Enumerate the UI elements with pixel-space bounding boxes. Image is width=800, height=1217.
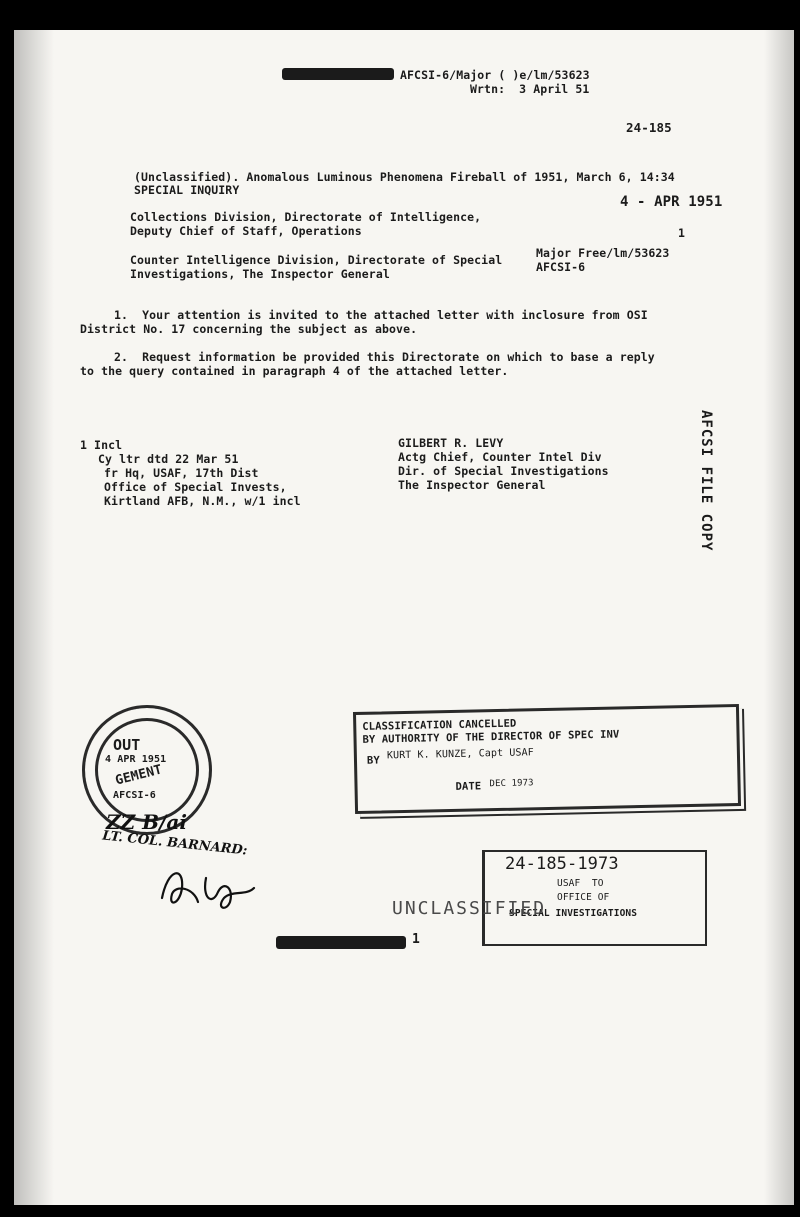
cancelled-date-value: DEC 1973 xyxy=(489,778,534,790)
cancelled-date-label: DATE xyxy=(455,780,482,793)
seal-word: GEMENT xyxy=(113,762,164,789)
office-reference: AFCSI-6/Major ( )e/lm/53623 xyxy=(400,68,590,82)
subject-line: (Unclassified). Anomalous Luminous Phenomena Fireball of 1951, March 6, 14:34 xyxy=(134,170,675,184)
document-page xyxy=(14,30,794,1205)
seal-date: 4 APR 1951 xyxy=(105,754,167,765)
sender-line-1: Counter Intelligence Division, Directorate of Special xyxy=(130,253,503,267)
inclosure-line-4: Office of Special Invests, xyxy=(104,480,287,494)
paragraph-1-line-1: 1. Your attention is invited to the attached letter with inclosure from OSI xyxy=(114,308,648,322)
sender-office: AFCSI-6 xyxy=(536,260,586,274)
ref-number: 24-185-1973 xyxy=(505,854,619,874)
paragraph-2-line-2: to the query contained in paragraph 4 of the attached letter. xyxy=(80,364,509,378)
signer-title-2: Dir. of Special Investigations xyxy=(398,464,609,478)
paragraph-2-line-1: 2. Request information be provided this Directorate on which to base a reply xyxy=(114,350,655,364)
addressee-number: 1 xyxy=(678,226,686,240)
classification-cancelled-stamp xyxy=(353,704,741,814)
subject-special-inquiry: SPECIAL INQUIRY xyxy=(134,183,240,197)
signer-name: GILBERT R. LEVY xyxy=(398,436,504,450)
handwritten-name: LT. COL. BARNARD: xyxy=(101,828,249,859)
file-number: 24-185 xyxy=(626,120,672,135)
page-number: 1 xyxy=(412,932,420,947)
redaction-bar-top xyxy=(282,68,394,80)
handwritten-initials: ZZ B/ai xyxy=(106,810,187,834)
signer-title-1: Actg Chief, Counter Intel Div xyxy=(398,450,602,464)
sender-reference: Major Free/lm/53623 xyxy=(536,246,670,260)
cancelled-line-2: BY AUTHORITY OF THE DIRECTOR OF SPEC INV xyxy=(362,728,620,746)
cancelled-by-label: BY xyxy=(366,754,380,767)
seal-out: OUT xyxy=(113,736,141,754)
signer-title-3: The Inspector General xyxy=(398,478,546,492)
redaction-bar-bottom xyxy=(276,936,406,949)
scan-shadow-right xyxy=(764,30,794,1205)
written-date: Wrtn: 3 April 51 xyxy=(470,82,590,96)
scan-shadow-left xyxy=(14,30,54,1205)
paragraph-1-line-2: District No. 17 concerning the subject as above. xyxy=(80,322,418,336)
file-copy-stamp: AFCSI FILE COPY xyxy=(698,410,714,552)
addressee-line-1: Collections Division, Directorate of Intelligence, xyxy=(130,210,482,224)
cancelled-line-1: CLASSIFICATION CANCELLED xyxy=(362,717,517,733)
inclosure-line-5: Kirtland AFB, N.M., w/1 incl xyxy=(104,494,301,508)
ref-line-3: SPECIAL INVESTIGATIONS xyxy=(509,908,638,919)
cancelled-by-value: KURT K. KUNZE, Capt USAF xyxy=(386,747,534,762)
unclassified-stamp: UNCLASSIFIED xyxy=(392,898,547,919)
addressee-line-2: Deputy Chief of Staff, Operations xyxy=(130,224,362,238)
inclosure-count: 1 Incl xyxy=(80,438,123,452)
handwritten-signature xyxy=(154,858,274,918)
ref-line-2: OFFICE OF xyxy=(557,892,610,903)
received-date-stamp: 4 - APR 1951 xyxy=(620,194,723,210)
sender-line-2: Investigations, The Inspector General xyxy=(130,267,390,281)
inclosure-line-3: fr Hq, USAF, 17th Dist xyxy=(104,466,259,480)
inclosure-line-2: Cy ltr dtd 22 Mar 51 xyxy=(98,452,239,466)
ref-line-1: USAF TO xyxy=(557,878,604,889)
seal-office: AFCSI-6 xyxy=(113,790,156,801)
